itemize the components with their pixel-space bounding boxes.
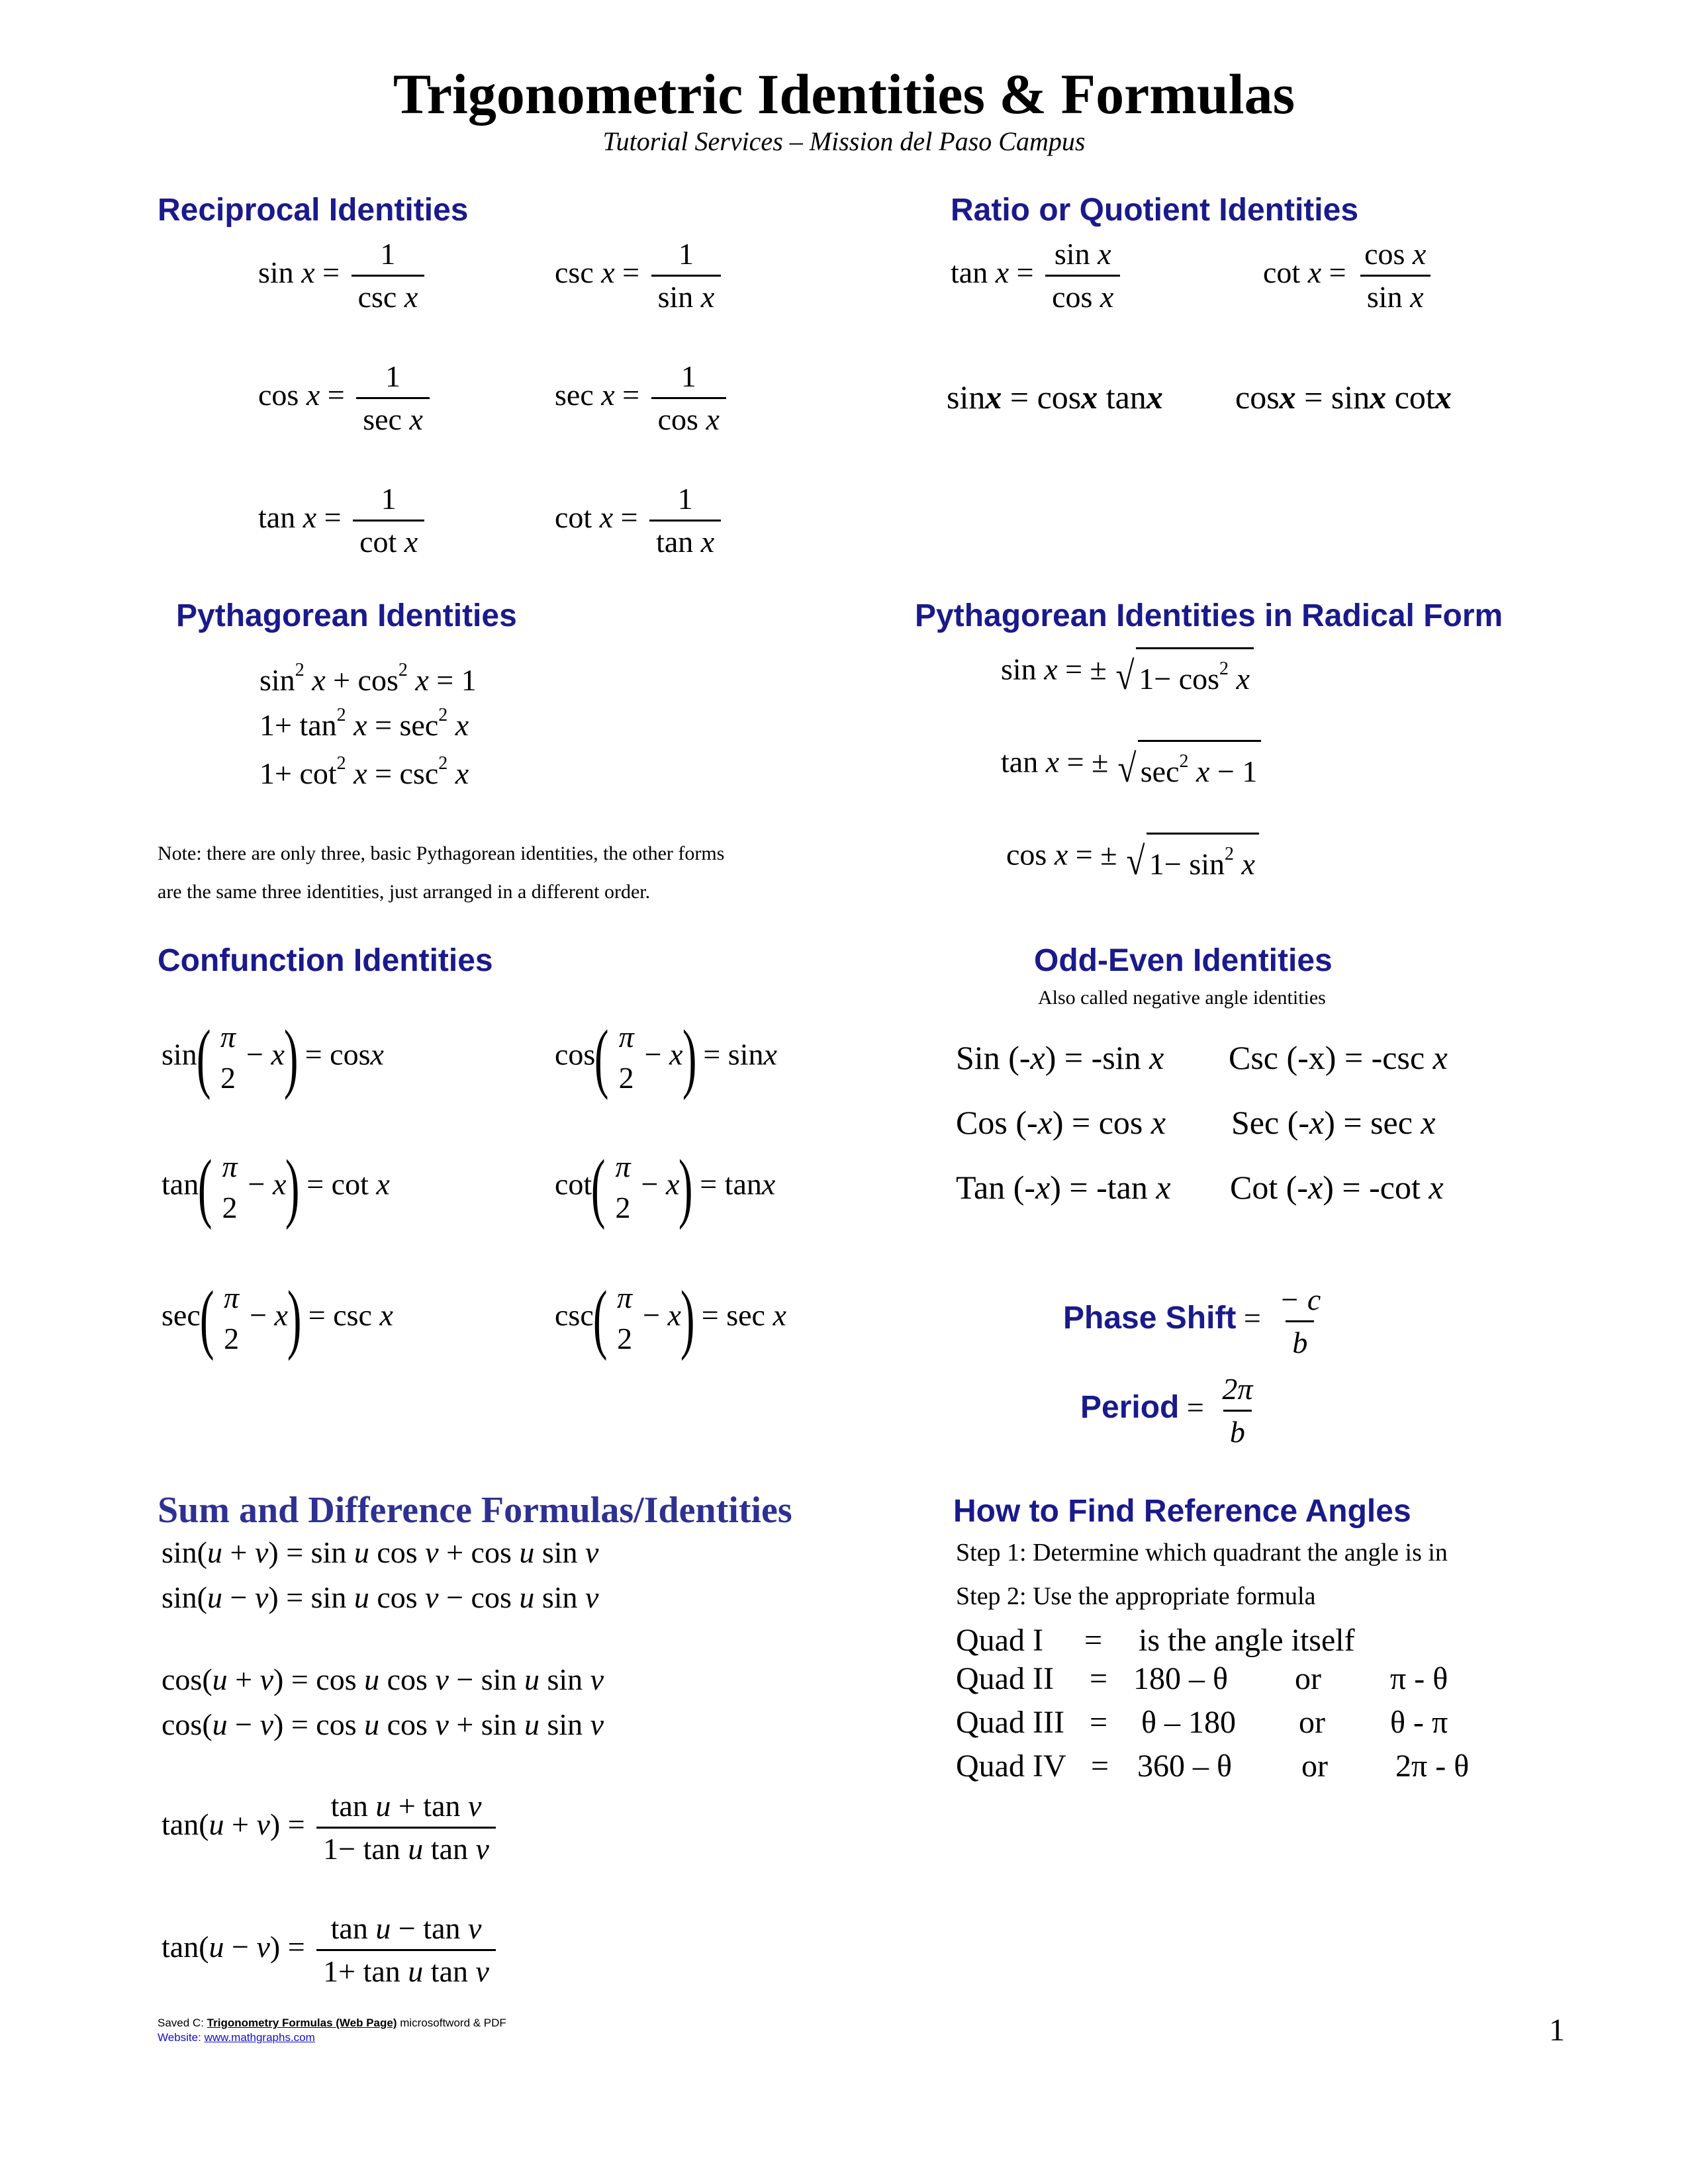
sum-sin-plus: sin(u + v) = sin u cos v + cos u sin v	[162, 1535, 599, 1569]
quad-1-label: Quad I	[956, 1623, 1043, 1658]
odd-even-tan: Tan (-x) = -tan x	[956, 1169, 1171, 1206]
quad-2-label: Quad II	[956, 1661, 1054, 1696]
quad-3-formula-deg: θ – 180	[1141, 1705, 1236, 1740]
page-number: 1	[1549, 2013, 1565, 2048]
odd-even-cos: Cos (-x) = cos x	[956, 1104, 1166, 1141]
quad-3-or: or	[1299, 1705, 1325, 1740]
footer-saved-file: Trigonometry Formulas (Web Page)	[207, 2017, 397, 2029]
reference-step-2: Step 2: Use the appropriate formula	[956, 1582, 1316, 1610]
reciprocal-heading: Reciprocal Identities	[158, 193, 469, 228]
reciprocal-tan: tan x = $\frac{1}{\text{cot x}}$	[258, 480, 428, 561]
odd-even-cot: Cot (-x) = -cot x	[1230, 1169, 1444, 1206]
page-subtitle: Tutorial Services – Mission del Paso Campus	[602, 126, 1086, 156]
pythagorean-identity-3: $1+ \cot^2 x = \csc^2 x$	[259, 753, 469, 790]
quad-3-label: Quad III	[956, 1705, 1064, 1740]
quad-2-or: or	[1295, 1661, 1321, 1696]
reference-heading: How to Find Reference Angles	[953, 1494, 1411, 1529]
quad-2-eq: =	[1090, 1661, 1108, 1696]
quad-3-formula-rad: θ - π	[1390, 1705, 1448, 1740]
pythagorean-note-2: are the same three identities, just arranged in a different order.	[158, 881, 651, 903]
sum-cos-plus: cos(u + v) = cos u cos v − sin u sin v	[162, 1662, 604, 1696]
quad-3-eq: =	[1090, 1705, 1108, 1740]
quotient-cot: cot x = $\frac{\text{cos x}}{\text{sin x}}$	[1263, 235, 1436, 316]
period-formula: Period = $\frac{2\pi}{b}$	[1080, 1370, 1263, 1451]
footer-website-link[interactable]: www.mathgraphs.com	[204, 2031, 315, 2044]
pythagorean-identity-2: $1+ \tan^2 x = \sec^2 x$	[259, 705, 469, 742]
pythagorean-identity-1: $\sin^2 x + \cos^2 x = 1$	[259, 660, 477, 697]
phase-shift-label: Phase Shift	[1063, 1300, 1237, 1336]
radical-sin: sin x = ± √ $1- \cos^2 x$	[1001, 647, 1254, 698]
confunction-cos: cos( π 2 − x) = sinx	[555, 1014, 777, 1101]
reciprocal-csc: csc x = $\frac{1}{\text{sin x}}$	[555, 235, 725, 316]
radical-cos: cos x = ± √ $1- \sin^2 x$	[1006, 833, 1259, 883]
reciprocal-sec: sec x = $\frac{1}{\text{cos x}}$	[555, 357, 730, 439]
sum-cos-minus: cos(u − v) = cos u cos v + sin u sin v	[162, 1707, 604, 1741]
pythagorean-note-1: Note: there are only three, basic Pythagorean identities, the other forms	[158, 842, 725, 864]
reference-step-1: Step 1: Determine which quadrant the angle is in	[956, 1539, 1448, 1567]
sum-tan-minus: tan(u − v) = $\frac{\text{tan u − tan v}}{\text{1+ tan u tan v}}$	[162, 1909, 500, 1991]
quad-2-formula-rad: π - θ	[1390, 1661, 1448, 1696]
reciprocal-sin: sin x = $\frac{1}{\text{csc x}}$	[258, 235, 428, 316]
quad-4-formula-deg: 360 – θ	[1137, 1749, 1232, 1784]
footer-website: Website: www.mathgraphs.com	[158, 2031, 315, 2044]
quad-2-formula-deg: 180 – θ	[1133, 1661, 1228, 1696]
product-identity-sin: sinx = cosx tanx	[947, 379, 1163, 416]
sum-tan-plus: tan(u + v) = $\frac{\text{tan u + tan v}}{\text{1− tan u tan v}}$	[162, 1787, 500, 1868]
quad-4-label: Quad IV	[956, 1749, 1066, 1784]
page-title: Trigonometric Identities & Formulas	[393, 62, 1295, 126]
phase-shift-formula: Phase Shift = $\frac{- c}{b}$	[1063, 1281, 1331, 1362]
sum-difference-heading: Sum and Difference Formulas/Identities	[158, 1490, 792, 1531]
footer-saved: Saved C: Trigonometry Formulas (Web Page) microsoftword & PDF	[158, 2017, 506, 2029]
odd-even-sec: Sec (-x) = sec x	[1231, 1104, 1436, 1141]
odd-even-csc: Csc (-x) = -csc x	[1229, 1039, 1448, 1076]
confunction-sec: sec( π 2 − x) = csc x	[162, 1275, 393, 1361]
quotient-heading: Ratio or Quotient Identities	[951, 193, 1359, 228]
quad-4-eq: =	[1091, 1749, 1109, 1784]
radical-tan: tan x = ± √ $\sec^2 x - 1$	[1001, 740, 1261, 790]
quad-1-eq: =	[1084, 1623, 1103, 1658]
radical-heading: Pythagorean Identities in Radical Form	[915, 598, 1503, 633]
confunction-heading: Confunction Identities	[158, 943, 493, 978]
quad-4-or: or	[1301, 1749, 1328, 1784]
period-label: Period	[1080, 1390, 1180, 1426]
odd-even-sin: Sin (-x) = -sin x	[956, 1039, 1164, 1076]
confunction-sin: sin( π 2 − x) = cosx	[162, 1014, 384, 1101]
quad-1-formula: is the angle itself	[1139, 1623, 1355, 1658]
product-identity-cos: cosx = sinx cotx	[1235, 379, 1452, 416]
confunction-csc: csc( π 2 − x) = sec x	[555, 1275, 786, 1361]
sum-sin-minus: sin(u − v) = sin u cos v − cos u sin v	[162, 1580, 599, 1614]
odd-even-heading: Odd-Even Identities	[1034, 943, 1333, 978]
odd-even-subheading: Also called negative angle identities	[1038, 987, 1326, 1009]
reciprocal-cos: cos x = $\frac{1}{\text{sec x}}$	[258, 357, 434, 439]
quotient-tan: tan x = $\frac{\text{sin x}}{\text{cos x}}$	[951, 235, 1124, 316]
quad-4-formula-rad: 2π - θ	[1395, 1749, 1470, 1784]
confunction-cot: cot( π 2 − x) = tanx	[555, 1144, 776, 1230]
confunction-tan: tan( π 2 − x) = cot x	[162, 1144, 390, 1230]
pythagorean-heading: Pythagorean Identities	[176, 598, 517, 633]
reciprocal-cot: cot x = $\frac{1}{\text{tan x}}$	[555, 480, 725, 561]
